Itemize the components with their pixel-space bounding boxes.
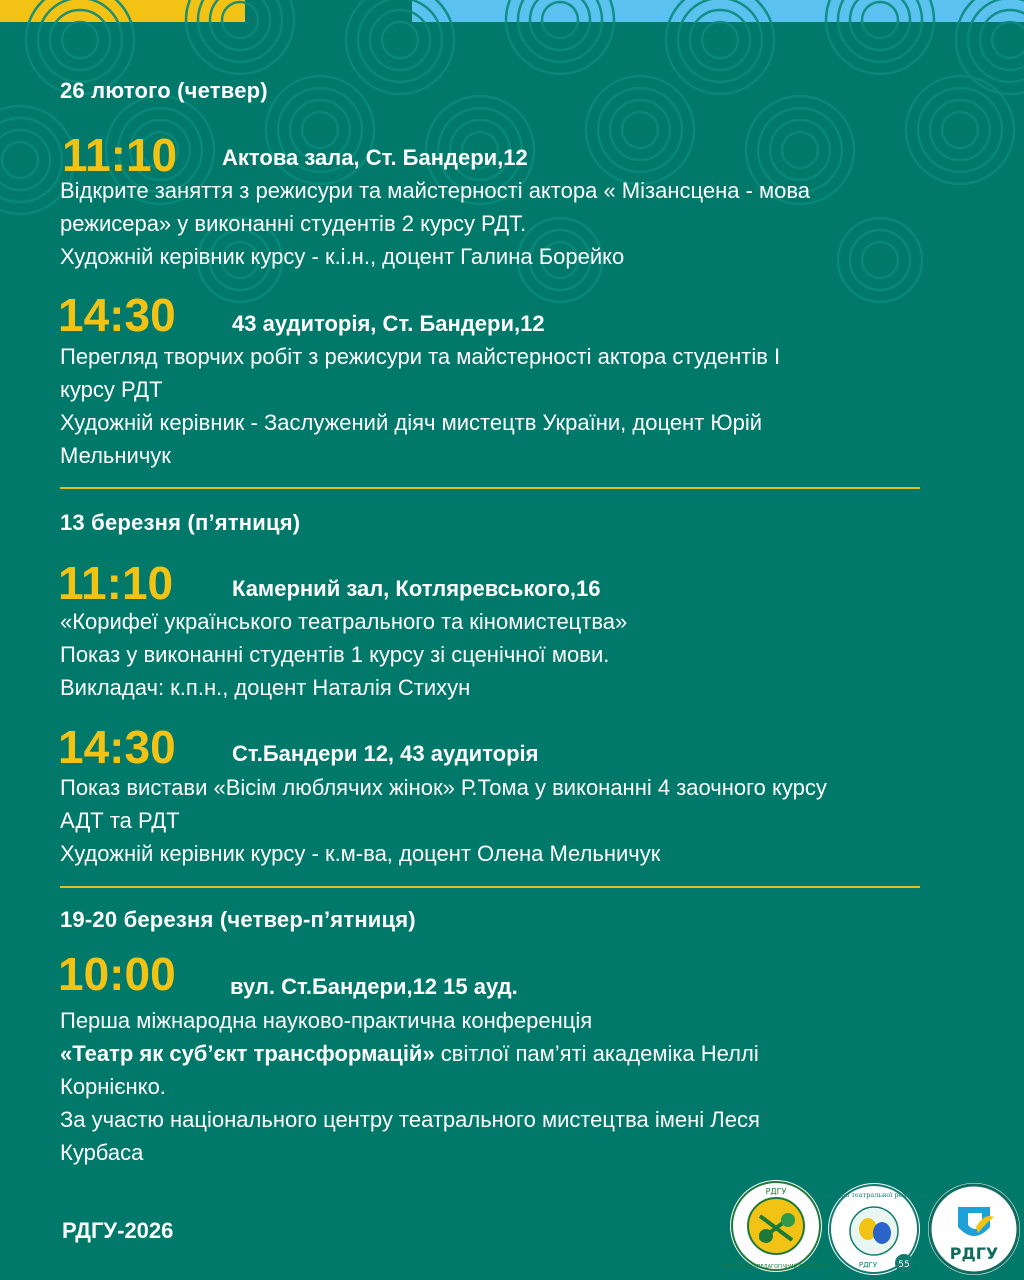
event-description-line: Показ вистави «Вісім люблячих жінок» Р.Тома у виконанні 4 заочного курсу <box>60 775 827 800</box>
event-description <box>60 605 1020 704</box>
event-description-line: Корнієнко. <box>60 1074 166 1099</box>
event-description-line: курсу РДТ <box>60 377 163 402</box>
event-description-line: Художній керівник курсу - к.м-ва, доцент Олена Мельничук <box>60 841 661 866</box>
section-divider <box>60 886 920 888</box>
department-emblem-bottom-text: РДГУ <box>858 1261 878 1269</box>
department-emblem-icon <box>819 1183 929 1275</box>
faculty-emblem-top-text: РДГУ <box>765 1187 787 1196</box>
day-header-mar-19-20: 19-20 березня (четвер-п’ятниця) <box>60 907 416 932</box>
event-description-line: Перегляд творчих робіт з режисури та майстерності актора студентів І <box>60 344 781 369</box>
day-header-mar-13: 13 березня (п’ятниця) <box>60 510 301 535</box>
event-description-line: Художній керівник - Заслужений діяч мистецтв України, доцент Юрій <box>60 410 763 435</box>
event-description <box>60 771 1020 870</box>
event-description-line: Відкрите заняття з режисури та майстерності актора « Мізансцена - мова <box>60 178 811 203</box>
event-description <box>60 340 1020 472</box>
event-time: 14:30 <box>58 289 176 341</box>
event-description-line: Мельничук <box>60 443 171 468</box>
event-description-line: АДТ та РДТ <box>60 808 180 833</box>
department-emblem-number: 55 <box>898 1260 910 1270</box>
department-emblem-text: Кафедра театральної режисури <box>819 1191 929 1199</box>
faculty-emblem-text: МИСТЕЦЬКО-ПЕДАГОГІЧНИЙ ФАКУЛЬТЕТ <box>722 1264 830 1270</box>
conference-dedication: світлої пам’яті академіка Неллі <box>434 1041 759 1066</box>
event-description-line: «Корифеї українського театрального та кіномистецтва» <box>60 609 628 634</box>
footer-label: РДГУ-2026 <box>62 1218 174 1243</box>
event-venue: Актова зала, Ст. Бандери,12 <box>222 145 528 170</box>
event-description-line <box>60 1037 1020 1070</box>
event-description-line: Викладач: к.п.н., доцент Наталія Стихун <box>60 675 471 700</box>
event-description <box>60 174 1020 273</box>
event-description <box>60 1004 1020 1169</box>
conference-title: «Театр як суб’єкт трансформацій» <box>60 1041 435 1066</box>
university-emblem-icon <box>928 1183 1020 1275</box>
event-venue: вул. Ст.Бандери,12 15 ауд. <box>230 974 518 999</box>
university-emblem-text: РДГУ <box>949 1244 999 1263</box>
event-description-line: режисера» у виконанні студентів 2 курсу РДТ. <box>60 211 527 236</box>
event-venue: Ст.Бандери 12, 43 аудиторія <box>232 741 539 766</box>
event-time: 14:30 <box>58 721 176 773</box>
section-divider <box>60 487 920 489</box>
event-description-line: Художній керівник курсу - к.і.н., доцент Галина Борейко <box>60 244 625 269</box>
event-time: 11:10 <box>58 557 174 609</box>
event-venue: 43 аудиторія, Ст. Бандери,12 <box>232 311 545 336</box>
event-description-line: Курбаса <box>60 1140 144 1165</box>
event-description-line: Перша міжнародна науково-практична конференція <box>60 1008 593 1033</box>
event-time: 11:10 <box>62 129 178 181</box>
event-venue: Камерний зал, Котляревського,16 <box>232 576 601 601</box>
day-header-feb-26: 26 лютого (четвер) <box>60 78 268 103</box>
event-description-line: Показ у виконанні студентів 1 курсу зі сценічної мови. <box>60 642 610 667</box>
event-description-line: За участю національного центру театрального мистецтва імені Леся <box>60 1107 760 1132</box>
event-time: 10:00 <box>58 948 176 1000</box>
faculty-emblem-icon <box>722 1180 830 1272</box>
